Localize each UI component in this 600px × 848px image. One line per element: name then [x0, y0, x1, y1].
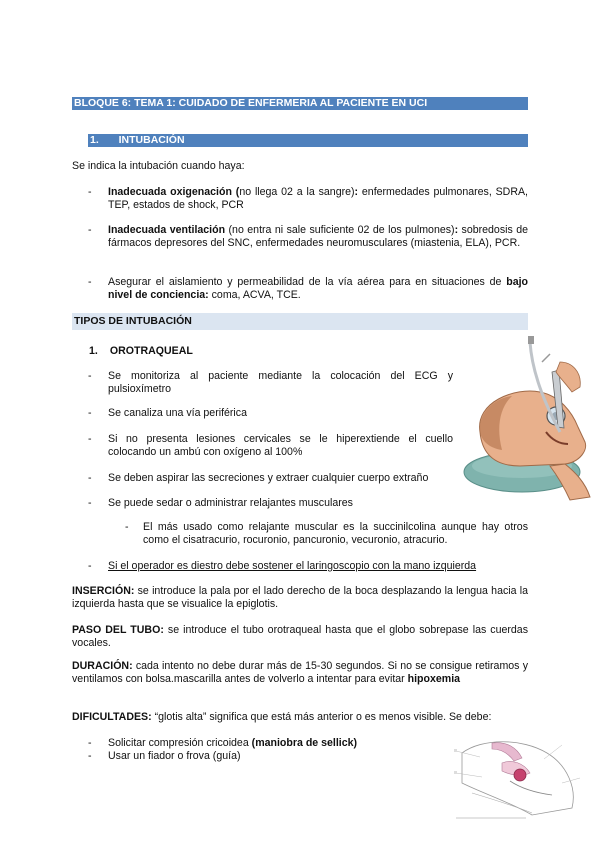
- dash-bullet: -: [88, 407, 92, 419]
- underlined-step-text: Si el operador es diestro debe sostener el laringoscopio con la mano izquierda: [108, 560, 477, 572]
- dificultad-text: Usar un fiador o frova (guía): [108, 750, 241, 762]
- orotraqueal-heading: 1. OROTRAQUEAL: [89, 345, 193, 357]
- indication-item: [88, 186, 528, 214]
- section-intubacion-bar: [88, 134, 528, 147]
- types-title: TIPOS DE INTUBACIÓN: [74, 315, 192, 327]
- indication-item: [88, 276, 528, 304]
- sub-step-text: El más usado como relajante muscular es la succinilcolina aunque hay otros como el cisatracurio, rocuronio, pancuronio, vecuronio, atracurio.: [143, 521, 528, 546]
- oro-step-text: Se puede sedar o administrar relajantes musculares: [108, 497, 353, 509]
- header-bar: [72, 97, 528, 110]
- oro-step-text: Se monitoriza al paciente mediante la colocación del ECG y pulsioxímetro: [108, 370, 453, 395]
- oro-step: [88, 370, 453, 398]
- oro-step-text: Si no presenta lesiones cervicales se le hiperextiende el cuello colocando un ambú con oxígeno al 100%: [108, 433, 453, 458]
- dash-bullet: -: [88, 224, 92, 236]
- section-number: 1.: [90, 134, 99, 146]
- dash-bullet: -: [88, 750, 92, 762]
- oro-step-text: Se deben aspirar las secreciones y extraer cualquier cuerpo extraño: [108, 472, 429, 484]
- dash-bullet: -: [88, 737, 92, 749]
- paso-paragraph: PASO DEL TUBO: se introduce el tubo orotraqueal hasta que el globo sobrepase las cuerdas vocales.: [72, 624, 528, 649]
- airway-anatomy-illustration: [452, 733, 590, 823]
- intro-text: Se indica la intubación cuando haya:: [72, 160, 245, 172]
- dash-bullet: -: [88, 433, 92, 445]
- duracion-paragraph: DURACIÓN: cada intento no debe durar más de 15-30 segundos. Si no se consigue retiramos y ventilamos con bolsa.mascarilla antes de volverlo a intentar para evitar hipoxemia: [72, 660, 528, 685]
- dificultades-paragraph: DIFICULTADES: “glotis alta” significa que está más anterior o es menos visible. Se debe:: [72, 711, 492, 723]
- dash-bullet: -: [88, 276, 92, 288]
- indication-text: Inadecuada oxigenación (no llega 02 a la sangre): enfermedades pulmonares, SDRA, TEP, estados de shock, PCR: [108, 186, 528, 211]
- section-title: INTUBACIÓN: [118, 134, 185, 146]
- dash-bullet: -: [88, 186, 92, 198]
- dash-bullet: -: [125, 521, 129, 533]
- insercion-paragraph: INSERCIÓN: se introduce la pala por el lado derecho de la boca desplazando la lengua hacia la izquierda hasta que se visualice la epiglotis.: [72, 585, 528, 610]
- intubation-illustration: [460, 332, 595, 502]
- oro-step-text: Se canaliza una vía periférica: [108, 407, 247, 419]
- sub-step: [125, 521, 528, 549]
- dash-bullet: -: [88, 560, 92, 572]
- types-bar: [72, 313, 528, 330]
- indication-text: Inadecuada ventilación (no entra ni sale suficiente 02 de los pulmones): sobredosis de fármacos depresores del SNC, enfermedades neuromusculares (miastenia, ELA), PCR.: [108, 224, 528, 249]
- oro-step: [88, 433, 453, 461]
- dash-bullet: -: [88, 497, 92, 509]
- header-title: BLOQUE 6: TEMA 1: CUIDADO DE ENFERMERIA AL PACIENTE EN UCI: [74, 97, 428, 109]
- dash-bullet: -: [88, 370, 92, 382]
- indication-item: [88, 224, 528, 264]
- dificultad-text: Solicitar compresión cricoidea (maniobra de sellick): [108, 737, 358, 749]
- dash-bullet: -: [88, 472, 92, 484]
- indication-text: Asegurar el aislamiento y permeabilidad de la vía aérea para en situaciones de bajo nivel de conciencia: coma, ACVA, TCE.: [108, 276, 528, 301]
